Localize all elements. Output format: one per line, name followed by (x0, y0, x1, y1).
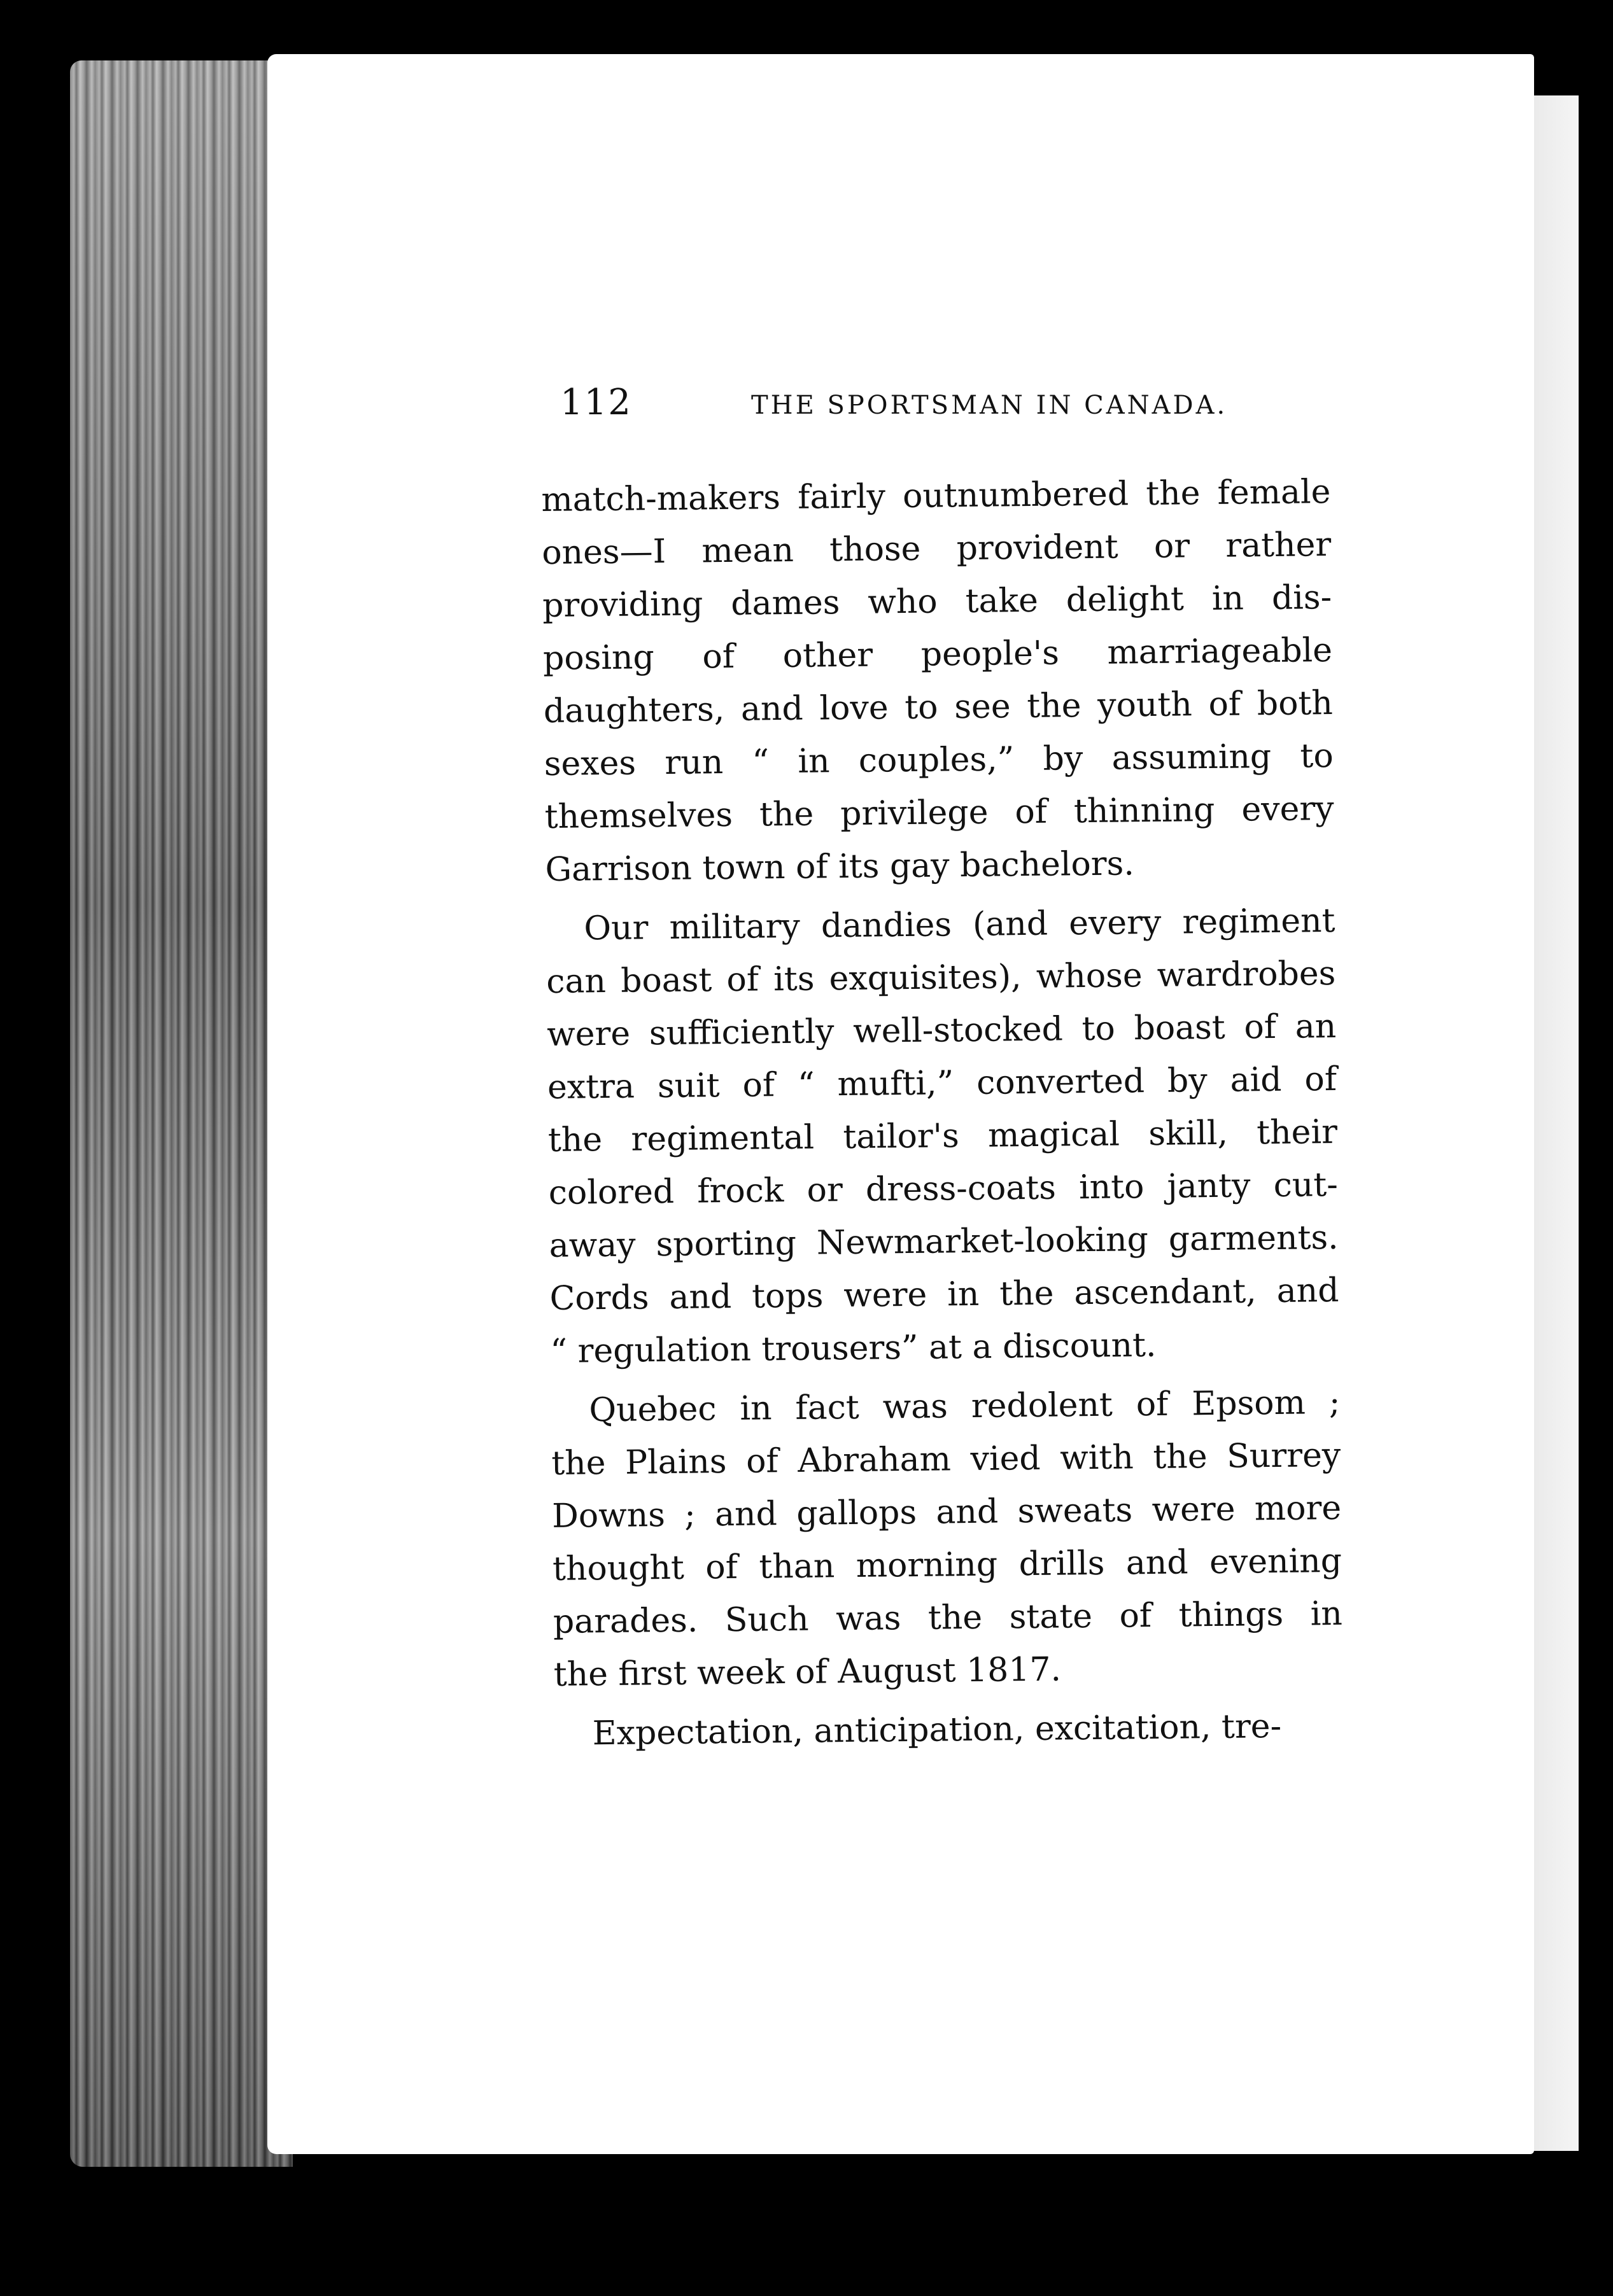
text-line: Downs ; and gallops and sweats were more (551, 1488, 1342, 1536)
running-head: THE SPORTSMAN IN CANADA. (751, 391, 1228, 420)
text-line: the regimental tailor's magical skill, their (547, 1112, 1338, 1159)
text-line: “ regulation trousers” at a discount. (550, 1326, 1157, 1371)
text-line: sexes run “ in couples,” by assuming to (544, 736, 1334, 783)
text-line: extra suit of “ mufti,” converted by aid of (547, 1060, 1337, 1107)
text-line: parades. Such was the state of things in (553, 1594, 1343, 1641)
text-line: were sufficiently well-stocked to boast of an (546, 1007, 1337, 1054)
text-line: colored frock or dress-coats into janty cut- (548, 1165, 1339, 1212)
text-line: match-makers fairly outnumbered the female (541, 473, 1331, 519)
text-line: ones—I mean those provident or rather (541, 526, 1332, 572)
text-line: can boast of its exquisites), whose wardrobes (546, 954, 1336, 1001)
text-line: Garrison town of its gay bachelors. (545, 844, 1135, 889)
text-line: Expectation, anticipation, excitation, tre- (592, 1707, 1282, 1753)
text-line: themselves the privilege of thinning every (544, 789, 1334, 836)
paragraph-2 (546, 895, 1340, 1378)
page-number: 112 (560, 382, 632, 423)
page-block-edges (70, 60, 293, 2167)
body-text (541, 466, 1344, 1767)
text-line: providing dames who take delight in dis- (542, 578, 1332, 625)
text-line: thought of than morning drills and evening (552, 1541, 1342, 1588)
text-line: Our military dandies (and every regiment (584, 901, 1335, 948)
text-line: posing of other people's marriageable (542, 631, 1333, 678)
paragraph-1 (541, 466, 1335, 897)
paragraph-4 (554, 1700, 1344, 1761)
text-line: Cords and tops were in the ascendant, and (549, 1271, 1339, 1318)
text-line: daughters, and love to see the youth of both (543, 683, 1334, 731)
text-line: Quebec in fact was redolent of Epsom ; (589, 1383, 1341, 1430)
paragraph-3 (551, 1376, 1343, 1702)
text-line: away sporting Newmarket-looking garments. (549, 1218, 1339, 1265)
text-line: the Plains of Abraham vied with the Surrey (551, 1436, 1341, 1483)
page-header (560, 382, 1248, 439)
text-line: the first week of August 1817. (553, 1650, 1062, 1694)
